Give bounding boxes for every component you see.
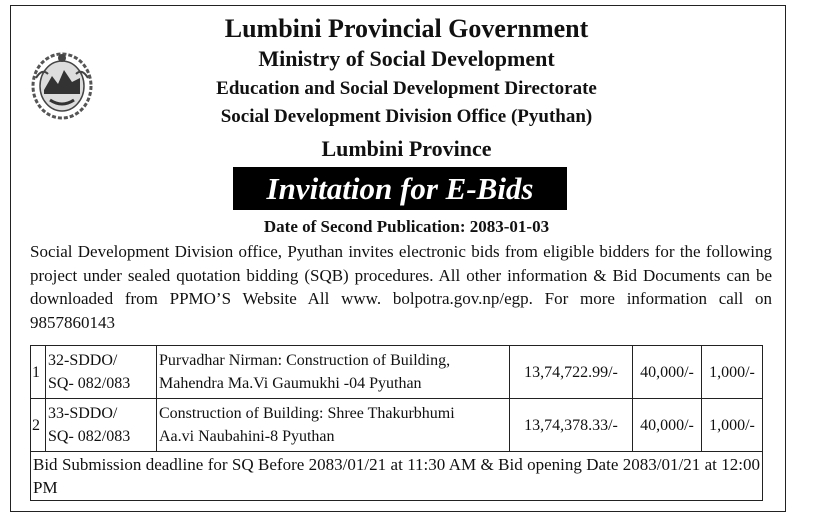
serial-number: 1 — [31, 346, 46, 399]
province-heading: Lumbini Province — [321, 136, 492, 161]
submission-deadline: Bid Submission deadline for SQ Before 2083/01/21 at 11:30 AM & Bid opening Date 2083/01/21 at 12:00 PM — [31, 452, 763, 501]
ministry-heading: Ministry of Social Development — [258, 46, 555, 71]
publication-date: Date of Second Publication: 2083-01-03 — [263, 217, 550, 236]
directorate-heading: Education and Social Development Directorate — [216, 78, 597, 99]
bid-security: 40,000/- — [633, 346, 702, 399]
table-row — [31, 346, 763, 399]
bid-description: Construction of Building: Shree Thakurbhumi Aa.vi Naubahini-8 Pyuthan — [157, 399, 510, 452]
serial-number: 2 — [31, 399, 46, 452]
bid-description: Purvadhar Nirman: Construction of Building, Mahendra Ma.Vi Gaumukhi -04 Pyuthan — [157, 346, 510, 399]
document-fee: 1,000/- — [702, 346, 763, 399]
bid-security: 40,000/- — [633, 399, 702, 452]
government-heading: Lumbini Provincial Government — [224, 14, 589, 43]
document-fee: 1,000/- — [702, 399, 763, 452]
office-heading: Social Development Division Office (Pyuthan) — [220, 106, 593, 127]
table-row — [31, 399, 763, 452]
bid-reference: 32-SDDO/ SQ- 082/083 — [46, 346, 157, 399]
notice-title-banner: Invitation for E-Bids — [233, 167, 567, 210]
estimated-cost: 13,74,722.99/- — [510, 346, 633, 399]
notice-body: Social Development Division office, Pyuthan invites electronic bids from eligible bidders for the following project under sealed quotation bidding (SQB) procedures. All other information & Bid Documents can be downloaded from PPMO’S Website All www. bolpotra.gov.np/egp. For more information call on 9857860143 — [30, 242, 772, 332]
estimated-cost: 13,74,378.33/- — [510, 399, 633, 452]
bids-table — [30, 345, 763, 501]
deadline-row — [31, 452, 763, 501]
bid-reference: 33-SDDO/ SQ- 082/083 — [46, 399, 157, 452]
